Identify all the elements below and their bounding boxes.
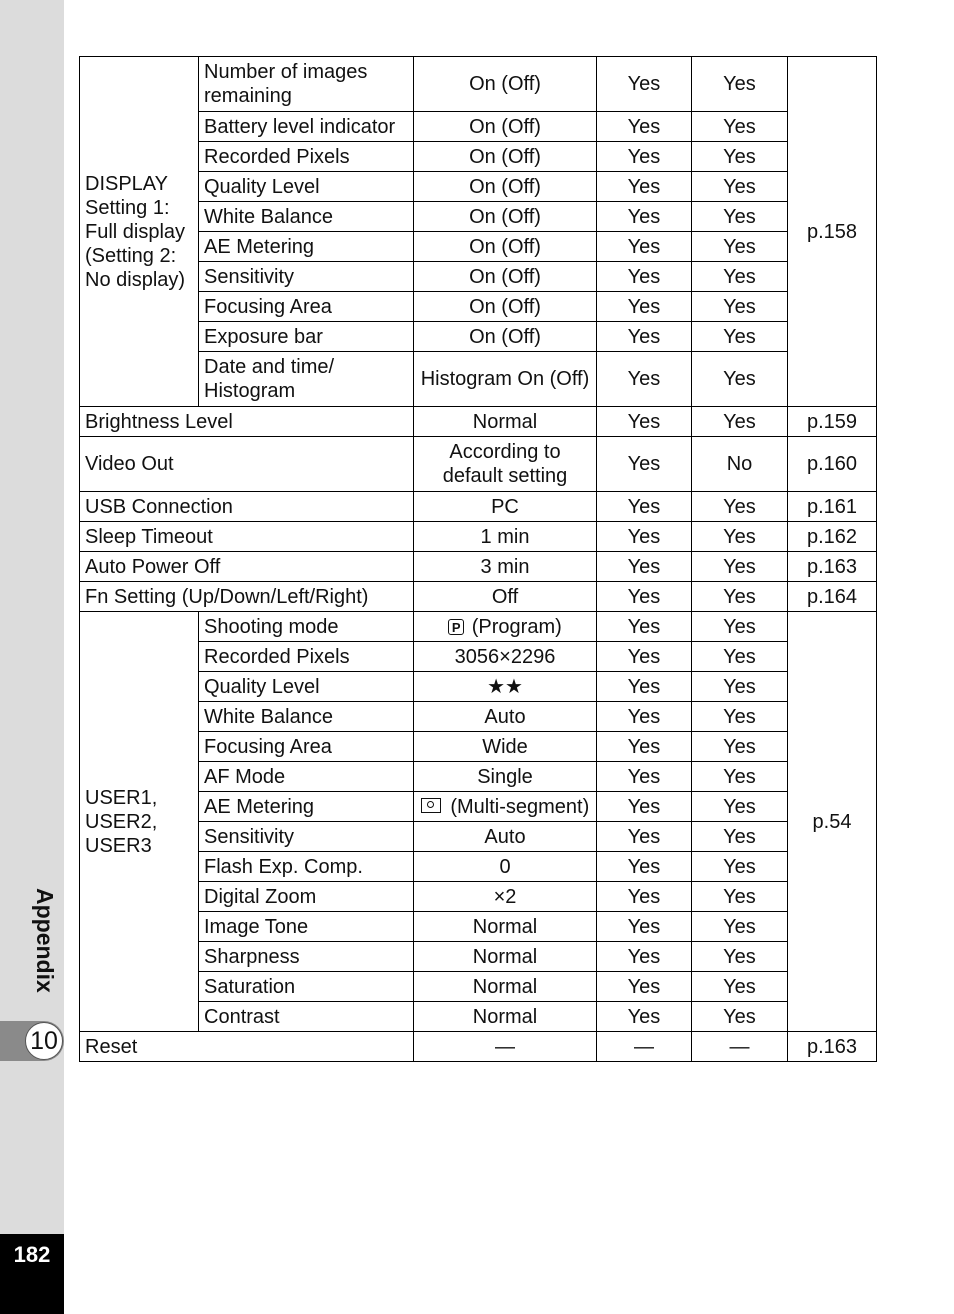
page-number: 182: [13, 1242, 51, 1267]
col-yes-1: Yes: [597, 202, 692, 232]
default-value: On (Off): [414, 292, 597, 322]
default-value: On (Off): [414, 232, 597, 262]
setting-name: AE Metering: [199, 232, 414, 262]
default-value: On (Off): [414, 142, 597, 172]
table-row: [80, 852, 877, 882]
program-mode-icon: P: [448, 619, 464, 635]
default-value: 3056×2296: [414, 642, 597, 672]
col-yes-1: Yes: [597, 142, 692, 172]
col-yes-2: Yes: [692, 172, 788, 202]
col-yes-2: Yes: [692, 912, 788, 942]
setting-name: Quality Level: [199, 672, 414, 702]
col-yes-1: Yes: [597, 852, 692, 882]
default-value: Wide: [414, 732, 597, 762]
col-yes-2: Yes: [692, 612, 788, 642]
side-bar: [0, 0, 64, 1314]
default-value: On (Off): [414, 202, 597, 232]
table-row: [80, 172, 877, 202]
table-row: [80, 1032, 877, 1062]
setting-name: Recorded Pixels: [199, 142, 414, 172]
default-value: Auto: [414, 702, 597, 732]
col-yes-2: Yes: [692, 57, 788, 112]
col-yes-2: Yes: [692, 232, 788, 262]
col-yes-2: Yes: [692, 822, 788, 852]
col-yes-1: Yes: [597, 792, 692, 822]
setting-name: Sharpness: [199, 942, 414, 972]
default-value: On (Off): [414, 112, 597, 142]
col-yes-2: Yes: [692, 852, 788, 882]
col-yes-2: Yes: [692, 582, 788, 612]
col-yes-1: Yes: [597, 762, 692, 792]
col-yes-2: Yes: [692, 202, 788, 232]
col-yes-1: Yes: [597, 942, 692, 972]
setting-name: AE Metering: [199, 792, 414, 822]
col-yes-1: Yes: [597, 882, 692, 912]
group-label: DISPLAY Setting 1: Full display (Setting 2: No display): [80, 57, 199, 407]
default-value: Histogram On (Off): [414, 352, 597, 407]
page-reference: p.163: [788, 552, 877, 582]
setting-name: White Balance: [199, 202, 414, 232]
default-value: On (Off): [414, 322, 597, 352]
default-value: Auto: [414, 822, 597, 852]
setting-name: Video Out: [80, 437, 414, 492]
setting-name: Image Tone: [199, 912, 414, 942]
default-value: PC: [414, 492, 597, 522]
page-reference: p.160: [788, 437, 877, 492]
col-yes-2: Yes: [692, 792, 788, 822]
default-value: ×2: [414, 882, 597, 912]
col-yes-1: Yes: [597, 262, 692, 292]
col-yes-1: Yes: [597, 407, 692, 437]
default-value: On (Off): [414, 57, 597, 112]
col-yes-2: Yes: [692, 642, 788, 672]
setting-name: Fn Setting (Up/Down/Left/Right): [80, 582, 414, 612]
col-yes-1: Yes: [597, 232, 692, 262]
table-row: [80, 672, 877, 702]
default-value: Normal: [414, 972, 597, 1002]
col-yes-1: Yes: [597, 582, 692, 612]
setting-name: Saturation: [199, 972, 414, 1002]
table-row: [80, 322, 877, 352]
table-row: [80, 762, 877, 792]
table-row: [80, 522, 877, 552]
col-yes-2: Yes: [692, 1002, 788, 1032]
setting-name: Focusing Area: [199, 732, 414, 762]
table-row: [80, 1002, 877, 1032]
col-yes-2: Yes: [692, 407, 788, 437]
chapter-number: 10: [25, 1022, 63, 1060]
col-yes-1: Yes: [597, 172, 692, 202]
table-row: [80, 732, 877, 762]
page-reference: p.164: [788, 582, 877, 612]
default-value: Normal: [414, 942, 597, 972]
col-yes-2: Yes: [692, 112, 788, 142]
col-yes-2: Yes: [692, 522, 788, 552]
default-value: 3 min: [414, 552, 597, 582]
table-row: [80, 882, 877, 912]
setting-name: Recorded Pixels: [199, 642, 414, 672]
page-reference: p.159: [788, 407, 877, 437]
col-yes-1: —: [597, 1032, 692, 1062]
multi-segment-metering-icon: [421, 798, 441, 813]
setting-name: Reset: [80, 1032, 414, 1062]
col-yes-1: Yes: [597, 972, 692, 1002]
col-yes-1: Yes: [597, 552, 692, 582]
page-reference: p.162: [788, 522, 877, 552]
setting-name: Sensitivity: [199, 262, 414, 292]
table-row: [80, 352, 877, 407]
col-yes-1: Yes: [597, 642, 692, 672]
setting-name: Auto Power Off: [80, 552, 414, 582]
col-yes-2: Yes: [692, 142, 788, 172]
col-yes-2: Yes: [692, 492, 788, 522]
setting-name: Sensitivity: [199, 822, 414, 852]
col-yes-1: Yes: [597, 57, 692, 112]
page-reference: p.158: [788, 57, 877, 407]
table-row: [80, 262, 877, 292]
setting-name: Flash Exp. Comp.: [199, 852, 414, 882]
col-yes-2: Yes: [692, 262, 788, 292]
table-row: [80, 57, 877, 112]
setting-name: Sleep Timeout: [80, 522, 414, 552]
page-reference: p.163: [788, 1032, 877, 1062]
default-value: P (Program): [414, 612, 597, 642]
col-yes-1: Yes: [597, 292, 692, 322]
setting-name: White Balance: [199, 702, 414, 732]
col-yes-2: Yes: [692, 672, 788, 702]
default-value: On (Off): [414, 262, 597, 292]
col-yes-1: Yes: [597, 492, 692, 522]
col-yes-1: Yes: [597, 522, 692, 552]
setting-name: Focusing Area: [199, 292, 414, 322]
col-yes-1: Yes: [597, 1002, 692, 1032]
setting-name: Shooting mode: [199, 612, 414, 642]
default-value: On (Off): [414, 172, 597, 202]
table-row: [80, 912, 877, 942]
setting-name: Quality Level: [199, 172, 414, 202]
col-yes-1: Yes: [597, 612, 692, 642]
setting-name: USB Connection: [80, 492, 414, 522]
col-yes-2: No: [692, 437, 788, 492]
table-row: [80, 642, 877, 672]
col-yes-1: Yes: [597, 437, 692, 492]
col-yes-1: Yes: [597, 912, 692, 942]
table-row: [80, 612, 877, 642]
group-label: USER1, USER2, USER3: [80, 612, 199, 1032]
table-row: [80, 142, 877, 172]
default-value: 1 min: [414, 522, 597, 552]
col-yes-1: Yes: [597, 112, 692, 142]
setting-name: AF Mode: [199, 762, 414, 792]
table-row: [80, 582, 877, 612]
col-yes-1: Yes: [597, 322, 692, 352]
page-reference: p.54: [788, 612, 877, 1032]
default-value: ★★: [414, 672, 597, 702]
col-yes-2: Yes: [692, 972, 788, 1002]
page-reference: p.161: [788, 492, 877, 522]
table-row: [80, 792, 877, 822]
default-value: Normal: [414, 407, 597, 437]
setting-name: Date and time/ Histogram: [199, 352, 414, 407]
setting-name: Exposure bar: [199, 322, 414, 352]
col-yes-2: Yes: [692, 732, 788, 762]
setting-name: Brightness Level: [80, 407, 414, 437]
table-row: [80, 972, 877, 1002]
table-row: [80, 112, 877, 142]
col-yes-2: Yes: [692, 762, 788, 792]
settings-table: [79, 56, 877, 1062]
default-value: Single: [414, 762, 597, 792]
table-row: [80, 292, 877, 322]
setting-name: Number of images remaining: [199, 57, 414, 112]
setting-name: Contrast: [199, 1002, 414, 1032]
default-value: —: [414, 1032, 597, 1062]
setting-name: Digital Zoom: [199, 882, 414, 912]
default-value: (Multi-segment): [414, 792, 597, 822]
default-value: Off: [414, 582, 597, 612]
col-yes-2: —: [692, 1032, 788, 1062]
table-row: [80, 552, 877, 582]
col-yes-2: Yes: [692, 942, 788, 972]
table-row: [80, 492, 877, 522]
table-row: [80, 942, 877, 972]
col-yes-2: Yes: [692, 882, 788, 912]
col-yes-1: Yes: [597, 672, 692, 702]
col-yes-2: Yes: [692, 352, 788, 407]
table-row: [80, 232, 877, 262]
default-value: 0: [414, 852, 597, 882]
table-row: [80, 202, 877, 232]
col-yes-2: Yes: [692, 292, 788, 322]
table-row: [80, 822, 877, 852]
section-label: Appendix: [32, 888, 58, 993]
col-yes-1: Yes: [597, 732, 692, 762]
table-row: [80, 437, 877, 492]
col-yes-1: Yes: [597, 352, 692, 407]
col-yes-1: Yes: [597, 822, 692, 852]
table-row: [80, 407, 877, 437]
col-yes-2: Yes: [692, 552, 788, 582]
table-row: [80, 702, 877, 732]
setting-name: Battery level indicator: [199, 112, 414, 142]
default-value: According to default setting: [414, 437, 597, 492]
col-yes-2: Yes: [692, 702, 788, 732]
default-value: Normal: [414, 912, 597, 942]
col-yes-2: Yes: [692, 322, 788, 352]
default-value: Normal: [414, 1002, 597, 1032]
col-yes-1: Yes: [597, 702, 692, 732]
